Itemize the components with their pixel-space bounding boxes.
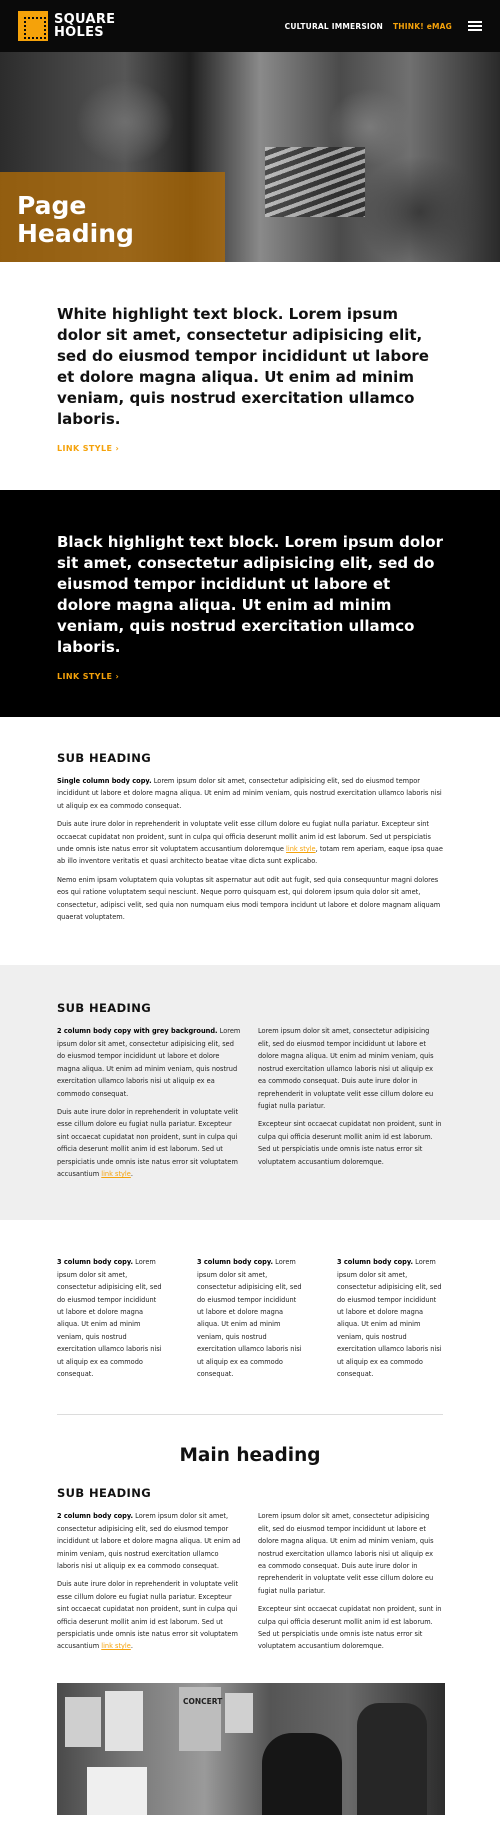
paragraph: Excepteur sint occaecat cupidatat non proident, sunt in culpa qui officia deserunt mollit anim id est laborum. Sed ut perspiciatis unde omnis iste natus error sit voluptatem accusantium doloremque.: [258, 1120, 442, 1166]
sub-heading: SUB HEADING: [57, 1486, 152, 1501]
logo-square-icon: [18, 11, 48, 41]
nav-think-emag[interactable]: THINK! eMAG: [392, 21, 452, 31]
black-block-link[interactable]: LINK STYLE ›: [57, 672, 120, 681]
two-column-copy: [57, 1025, 443, 1186]
main-nav: [285, 21, 482, 31]
paragraph: Duis aute irure dolor in reprehenderit in voluptate velit esse cillum dolore eu fugiat nulla pariatur. Excepteur sint occaecat cupidatat non proident, sunt in culpa qui officia deserunt mollit anim id est laborum. Sed ut perspiciatis unde omnis iste natus error sit voluptatem accusantium link style.: [57, 1107, 239, 1178]
white-highlight-text: White highlight text block. Lorem ipsum dolor sit amet, consectetur adipisicing elit, sed do eiusmod tempor incididunt ut labore et dolore magna aliqua. Ut enim ad minim veniam, quis nostrud exercitation ullamco laboris.: [57, 305, 429, 428]
paragraph: Duis aute irure dolor in reprehenderit in voluptate velit esse cillum dolore eu fugiat nulla pariatur. Excepteur sint occaecat cupidatat non proident, sunt in culpa qui officia deserunt mollit anim id est laborum. Sed ut perspiciatis unde omnis iste natus error sit voluptatem accusantium doloremque link style, totam rem aperiam, eaque ipsa quae ab illo inventore veritatis et quasi architecto beatae vitae dicta sunt explicabo.: [57, 820, 443, 866]
divider: [57, 1414, 443, 1415]
three-column-copy: [57, 1256, 443, 1386]
column-right: [258, 1510, 443, 1658]
white-highlight-block: [0, 262, 500, 490]
column-right: [258, 1025, 443, 1186]
feature-image: [57, 1683, 445, 1815]
three-column-section: [0, 1220, 500, 1414]
sub-heading: SUB HEADING: [57, 1001, 152, 1016]
logo-text: SQUARE HOLES: [54, 12, 116, 40]
paragraph: Duis aute irure dolor in reprehenderit in voluptate velit esse cillum dolore eu fugiat nulla pariatur. Excepteur sint occaecat cupidatat non proident, sunt in culpa qui officia deserunt mollit anim id est laborum. Sed ut perspiciatis unde omnis iste natus error sit voluptatem accusantium link style.: [57, 1580, 239, 1651]
inline-link[interactable]: link style: [101, 1642, 131, 1651]
site-header: [0, 0, 500, 52]
white-block-link[interactable]: LINK STYLE ›: [57, 444, 120, 453]
hero-photo-detail: [265, 147, 365, 217]
column-left: [57, 1510, 242, 1658]
logo[interactable]: [18, 11, 115, 41]
page-heading: Page Heading: [17, 191, 134, 248]
paragraph: 2 column body copy with grey background. Lorem ipsum dolor sit amet, consectetur adipisicing elit, sed do eiusmod tempor incididunt ut labore et dolore magna aliqua. Ut enim ad minim veniam, quis nostrud exercitation ullamco laboris nisi ut aliquip ex ea commodo consequat.: [57, 1027, 241, 1098]
grey-two-column-section: [0, 965, 500, 1220]
main-two-column-section: [0, 1486, 500, 1658]
black-highlight-block: [0, 490, 500, 717]
photo-figure: [262, 1733, 342, 1815]
paragraph: Lorem ipsum dolor sit amet, consectetur adipisicing elit, sed do eiusmod tempor incididunt ut labore et dolore magna aliqua. Ut enim ad minim veniam, quis nostrud exercitation ullamco laboris nisi ut aliquip ex ea commodo consequat. Duis aute irure dolor in reprehenderit in voluptate velit esse cillum dolore eu fugiat nulla pariatur.: [258, 1512, 434, 1595]
paragraph: Nemo enim ipsam voluptatem quia voluptas sit aspernatur aut odit aut fugit, sed quia consequuntur magni dolores eos qui ratione voluptatem sequi nesciunt. Neque porro quisquam est, qui dolorem ipsum quia dolor sit amet, consectetur, adipisci velit, sed quia non numquam eius modi tempora incidunt ut labore et dolore magnam aliquam quaerat voluptatem.: [57, 875, 441, 922]
single-column-copy: [57, 775, 443, 923]
column-2: 3 column body copy. Lorem ipsum dolor sit amet, consectetur adipisicing elit, sed do eiusmod tempor incididunt ut labore et dolore magna aliqua. Ut enim ad minim veniam, quis nostrud exercitation ullamco laboris nisi ut aliquip ex ea commodo consequat.: [197, 1258, 302, 1378]
paragraph: Lorem ipsum dolor sit amet, consectetur adipisicing elit, sed do eiusmod tempor incididunt ut labore et dolore magna aliqua. Ut enim ad minim veniam, quis nostrud exercitation ullamco laboris nisi ut aliquip ex ea commodo consequat. Duis aute irure dolor in reprehenderit in voluptate velit esse cillum dolore eu fugiat nulla pariatur.: [258, 1027, 434, 1110]
two-column-copy: [57, 1510, 443, 1658]
inline-link[interactable]: link style: [286, 845, 316, 854]
column-left: [57, 1025, 242, 1186]
hero-banner: [0, 52, 500, 262]
paragraph: 2 column body copy. Lorem ipsum dolor sit amet, consectetur adipisicing elit, sed do eiusmod tempor incididunt ut labore et dolore magna aliqua. Ut enim ad minim veniam, quis nostrud exercitation ullamco laboris nisi ut aliquip ex ea commodo consequat.: [57, 1512, 241, 1571]
inline-link[interactable]: link style: [101, 1169, 131, 1178]
sub-heading: SUB HEADING: [57, 751, 152, 765]
black-highlight-text: Black highlight text block. Lorem ipsum dolor sit amet, consectetur adipisicing elit, sed do eiusmod tempor incididunt ut labore et dolore magna aliqua. Ut enim ad minim veniam, quis nostrud exercitation ullamco laboris.: [57, 533, 444, 656]
single-column-section: [0, 717, 500, 965]
column-1: 3 column body copy. Lorem ipsum dolor sit amet, consectetur adipisicing elit, sed do eiusmod tempor incididunt ut labore et dolore magna aliqua. Ut enim ad minim veniam, quis nostrud exercitation ullamco laboris nisi ut aliquip ex ea commodo consequat.: [57, 1258, 162, 1378]
main-heading: Main heading: [179, 1445, 321, 1467]
photo-figure: [357, 1703, 427, 1815]
column-3: 3 column body copy. Lorem ipsum dolor sit amet, consectetur adipisicing elit, sed do eiusmod tempor incididunt ut labore et dolore magna aliqua. Ut enim ad minim veniam, quis nostrud exercitation ullamco laboris nisi ut aliquip ex ea commodo consequat.: [337, 1258, 442, 1378]
nav-cultural-immersion[interactable]: CULTURAL IMMERSION: [284, 21, 383, 31]
paragraph: Single column body copy. Lorem ipsum dolor sit amet, consectetur adipisicing elit, sed do eiusmod tempor incididunt ut labore et dolore magna aliqua. Ut enim ad minim veniam, quis nostrud exercitation ullamco laboris nisi ut aliquip ex ea commodo consequat.: [57, 777, 442, 810]
hamburger-menu-icon[interactable]: [468, 21, 482, 31]
paragraph: Excepteur sint occaecat cupidatat non proident, sunt in culpa qui officia deserunt mollit anim id est laborum. Sed ut perspiciatis unde omnis iste natus error sit voluptatem accusantium doloremque.: [258, 1605, 442, 1651]
poster-text: CONCERT: [183, 1696, 223, 1706]
